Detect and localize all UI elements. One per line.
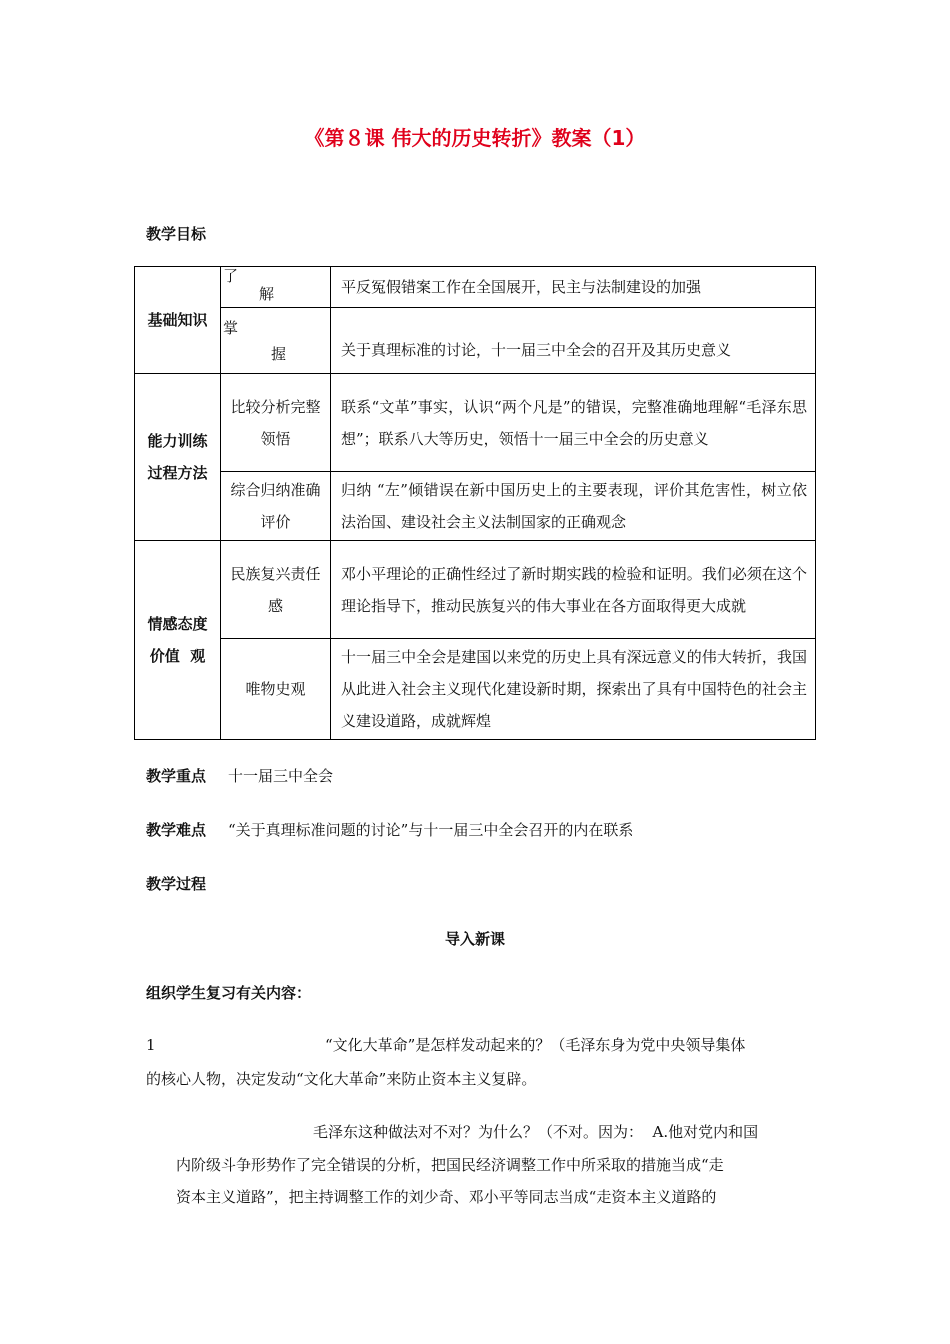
objectives-table — [134, 266, 816, 740]
q1-number: 1 — [146, 1036, 156, 1054]
category-ability-1: 能力训练 — [147, 432, 208, 450]
label-master-2: 握 — [271, 344, 287, 363]
q2-line3: 资本主义道路”，把主持调整工作的刘少奇、邓小平等同志当成“走资本主义道路的 — [176, 1188, 717, 1206]
category-ability-2: 过程方法 — [147, 464, 208, 482]
process-heading: 教学过程 — [146, 875, 207, 893]
difficulty-text: “关于真理标准问题的讨论”与十一届三中全会召开的内在联系 — [228, 821, 634, 839]
q2-line2: 内阶级斗争形势作了完全错误的分析，把国民经济调整工作中所采取的措施当成“走 — [176, 1156, 724, 1174]
label-historical-materialism: 唯物史观 — [221, 639, 331, 740]
label-understand-2: 解 — [259, 285, 275, 303]
label-understand — [221, 267, 331, 308]
page-title: 《第８课 伟大的历史转折》教案（1） — [304, 126, 646, 150]
label-master — [221, 308, 331, 374]
category-basic: 基础知识 — [135, 267, 221, 374]
intro-heading: 导入新课 — [444, 930, 505, 948]
text-national-revival: 邓小平理论的正确性经过了新时期实践的检验和证明。我们必须在这个理论指导下，推动民族复兴的伟大事业在各方面取得更大成就 — [331, 541, 816, 639]
text-summarize: 归纳 “左”倾错误在新中国历史上的主要表现，评价其危害性，树立依法治国、建设社会主义法制国家的正确观念 — [331, 472, 816, 541]
key-point-text: 十一届三中全会 — [228, 767, 334, 785]
key-point-label: 教学重点 — [146, 767, 207, 785]
label-understand-1: 了 — [223, 267, 239, 285]
label-national-revival: 民族复兴责任 感 — [221, 541, 331, 639]
objectives-heading: 教学目标 — [146, 225, 207, 243]
q1-line2: 的核心人物，决定发动“文化大革命”来防止资本主义复辟。 — [146, 1070, 537, 1088]
label-summarize: 综合归纳准确评价 — [221, 472, 331, 541]
text-master: 关于真理标准的讨论，十一届三中全会的召开及其历史意义 — [331, 308, 816, 374]
category-emotion-2: 价值 观 — [149, 647, 206, 665]
text-historical-materialism: 十一届三中全会是建国以来党的历史上具有深远意义的伟大转折，我国从此进入社会主义现代化建设新时期，探索出了具有中国特色的社会主义建设道路，成就辉煌 — [331, 639, 816, 740]
text-understand: 平反冤假错案工作在全国展开，民主与法制建设的加强 — [331, 267, 816, 308]
label-compare: 比较分析完整领悟 — [221, 374, 331, 472]
category-emotion — [135, 541, 221, 740]
category-emotion-1: 情感态度 — [147, 615, 208, 633]
text-compare: 联系“文革”事实，认识“两个凡是”的错误，完整准确地理解“毛泽东思想”；联系八大等历史，领悟十一届三中全会的历史意义 — [331, 374, 816, 472]
label-master-1: 掌 — [223, 318, 239, 337]
category-ability — [135, 374, 221, 541]
difficulty-label: 教学难点 — [146, 821, 207, 839]
review-heading: 组织学生复习有关内容： — [146, 984, 312, 1002]
q2-line1: 毛泽东这种做法对不对？为什么？（不对。因为： A.他对党内和国 — [313, 1123, 759, 1141]
q1-line1: “文化大革命”是怎样发动起来的？（毛泽东身为党中央领导集体 — [325, 1036, 746, 1054]
